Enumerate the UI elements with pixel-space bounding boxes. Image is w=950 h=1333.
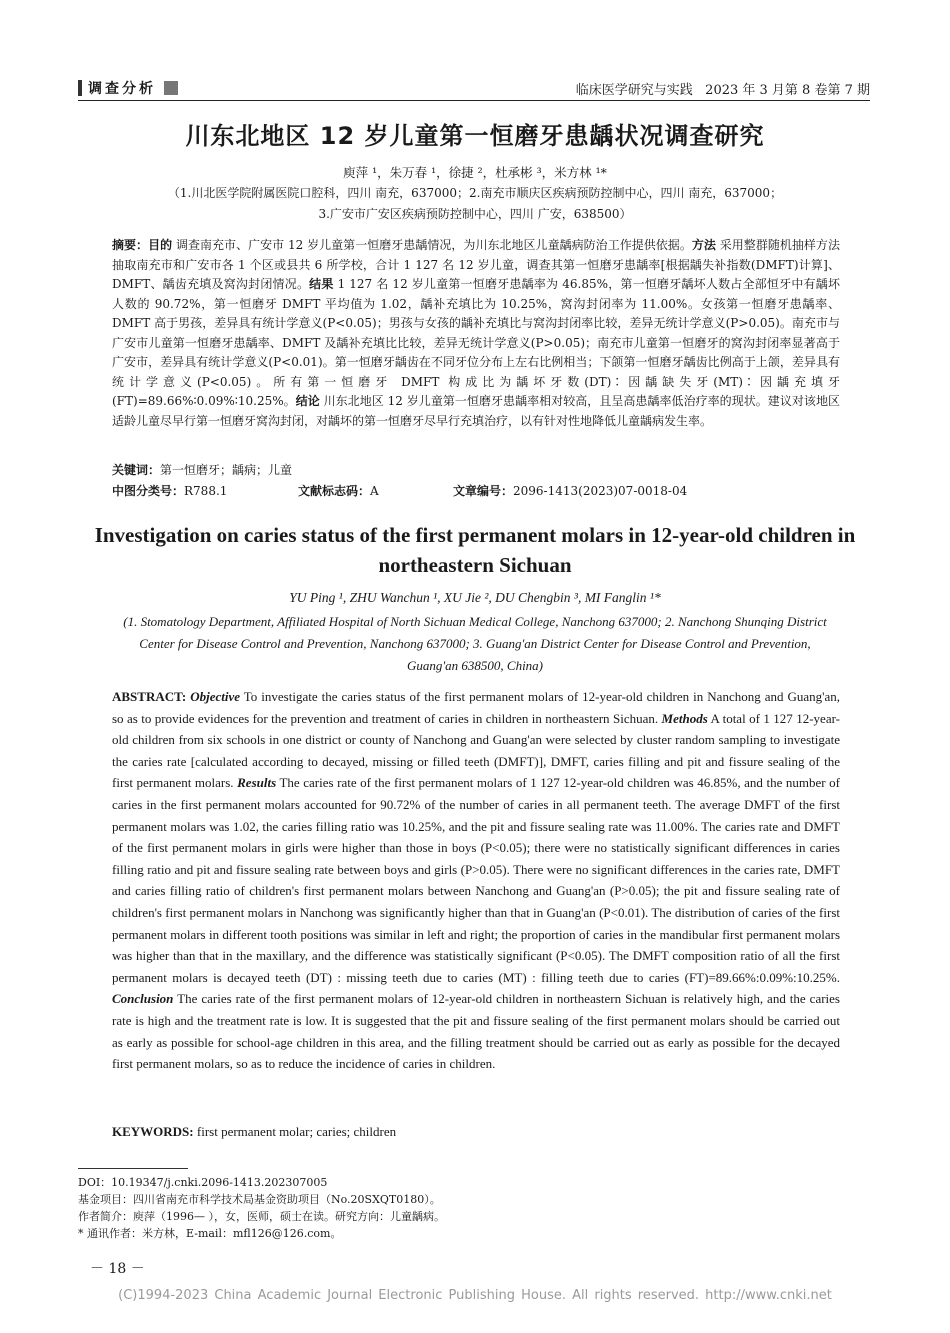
article-number-value: 2096-1413(2023)07-0018-04 xyxy=(513,484,688,498)
methods-text: 采用整群随机抽样方法抽取南充市和广安市各 1 个区或县共 6 所学校，合计 1 127 名 12 岁儿童，调查其第一恒磨牙患龋率[根据龋失补指数(DMFT)计算]、DMFT、龋齿充填及窝沟封闭情况。 xyxy=(112,238,840,291)
conclusion-text: The caries rate of the first permanent molars of 12-year-old children in northeastern Sichuan is relatively high, and the caries rate is high and the treatment rate is low. It is suggested that the pit and fissure sealing of the first permanent molars should be carried out as early as possible for school-age children in this area, and the filling treatment should be carried out as early as possible for the decayed first permanent molars, so as to reduce the incidence of caries in children. xyxy=(112,991,840,1072)
abstract-english xyxy=(112,686,840,1075)
authors-chinese: 庾萍 ¹，朱万春 ¹，徐捷 ²，杜承彬 ³，米方林 ¹* xyxy=(343,165,607,180)
methods-label: Methods xyxy=(661,710,708,726)
keywords-text: first permanent molar; caries; children xyxy=(193,1124,397,1139)
conclusion-label: 结论 xyxy=(295,394,320,408)
journal-issue: 2023 年 3 月第 8 卷第 7 期 xyxy=(705,83,870,98)
doi-footnote: DOI：10.19347/j.cnki.2096-1413.202307005 xyxy=(78,1176,328,1189)
objective-text: To investigate the caries status of the first permanent molars of 12-year-old children in Nanchong and Guang'an, so as to provide evidences for the prevention and treatment of caries in children in northeastern Sichuan. xyxy=(112,689,841,726)
classification-row xyxy=(112,482,840,499)
journal-name: 临床医学研究与实践 xyxy=(575,83,693,98)
results-text: The caries rate of the first permanent molars of 1 127 12-year-old children was 46.85%, and the number of caries in the first permanent molars accounted for 90.72% of the number of caries in all permanent teeth. The average DMFT of the first permanent molars was 1.02, the caries filling ratio was 10.25%, and the pit and fissure sealing rate was 11.00%. The caries rate and DMFT of the first permanent molars in girls were higher than those in boys (P<0.05); there were no statistically significant differences in caries filling ratio and pit and fissure sealing rate between boys and girls (P>0.05). There were no significant differences in the caries rate, DMFT and caries filling ratio of children's first permanent molars between Nanchong and Guang'an (P>0.05); the pit and fissure sealing rate of children's first permanent molars in Nanchong was significantly higher than that in Guang'an (P<0.01). The distribution of caries of the first permanent molars in different tooth positions was similar in left and right; the proportion of caries in the mandibular first permanent molars was higher than that in the maxillary, and the difference was statistically significant (P<0.05). The DMFT composition ratio of all the first permanent molars is decayed teeth (DT) : missing teeth due to caries (MT) : filling teeth due to caries (FT)=89.66%:0.09%:10.25%. xyxy=(112,775,841,985)
objective-label: 目的 xyxy=(148,238,173,252)
funding-footnote: 基金项目：四川省南充市科学技术局基金资助项目（No.20SXQT0180）。 xyxy=(78,1193,441,1206)
methods-text: A total of 1 127 12-year-old children from six schools in one district or county of Nanchong and Guang'an were selected by cluster random sampling to investigate the caries rate [calculated according to decayed, missing or filled teeth (DMFT)], DMFT, caries filling and pit and fissure sealing of the first permanent molars. xyxy=(112,710,840,791)
affiliation-line: （1.川北医学院附属医院口腔科，四川 南充，637000；2.南充市顺庆区疾病预防控制中心，四川 南充，637000； xyxy=(167,186,783,200)
keywords-label: KEYWORDS: xyxy=(112,1124,194,1139)
footnotes xyxy=(78,1174,445,1242)
doc-code-label: 文献标志码： xyxy=(298,484,371,498)
clc-value: R788.1 xyxy=(184,484,228,498)
methods-label: 方法 xyxy=(691,238,716,252)
conclusion-text: 川东北地区 12 岁儿童第一恒磨牙患龋率相对较高，且呈高患龋率低治疗率的现状。建议对该地区适龄儿童尽早行第一恒磨牙窝沟封闭，对龋坏的第一恒磨牙尽早行充填治疗，以有针对性地降低儿童龋病发生率。 xyxy=(112,394,840,428)
keywords-text: 第一恒磨牙；龋病；儿童 xyxy=(160,463,293,477)
header-block-mark xyxy=(164,81,178,95)
page-number: － 18 － xyxy=(90,1261,145,1277)
corresponding-author-footnote: * 通讯作者：米方林，E-mail：mfl126@126.com。 xyxy=(78,1227,342,1240)
objective-text: 调查南充市、广安市 12 岁儿童第一恒磨牙患龋情况，为川东北地区儿童龋病防治工作提供依据。 xyxy=(172,238,692,252)
results-label: 结果 xyxy=(309,277,334,291)
abstract-chinese xyxy=(112,236,840,431)
title-english: Investigation on caries status of the first permanent molars in 12-year-old children in northeastern Sichuan xyxy=(94,523,856,577)
clc-label: 中图分类号： xyxy=(112,484,185,498)
affiliations-chinese xyxy=(100,183,850,225)
keywords-english xyxy=(112,1124,396,1140)
header-bar-mark xyxy=(78,80,82,96)
title-chinese: 川东北地区 12 岁儿童第一恒磨牙患龋状况调查研究 xyxy=(185,122,765,150)
abstract-label: ABSTRACT: xyxy=(112,689,187,704)
author-bio-footnote: 作者简介：庾萍（1996— ），女，医师，硕士在读。研究方向：儿童龋病。 xyxy=(78,1210,445,1223)
results-text: 1 127 名 12 岁儿童第一恒磨牙患龋率为 46.85%，第一恒磨牙龋坏人数占全部恒牙中有龋坏人数的 90.72%，第一恒磨牙 DMFT 平均值为 1.02，龋补充填比为 10.25%，窝沟封闭率为 11.00%。女孩第一恒磨牙患龋率、DMFT 高于男孩，差异具有统计学意义(P<0.05)；男孩与女孩的龋补充填比与窝沟封闭率比较，差异无统计学意义(P>0.05)。南充市与广安市儿童第一恒磨牙患龋率、DMFT 及龋补充填比比较，差异无统计学意义(P>0.05)；南充市儿童第一恒磨牙的窝沟封闭率显著高于广安市，差异具有统计学意义(P<0.01)。第一恒磨牙龋齿在不同牙位分布上左右比例相当；下颌第一恒磨牙龋齿比例高于上颌，差异具有统计学意义(P<0.05)。所有第一恒磨牙 DMFT 构成比为龋坏牙数(DT)∶因龋缺失牙(MT)∶因龋充填牙(FT)=89.66%∶0.09%∶10.25%。 xyxy=(112,277,840,408)
running-header-section xyxy=(78,78,178,98)
footnote-rule xyxy=(78,1168,188,1169)
keywords-label: 关键词： xyxy=(112,463,161,477)
affiliations-english: (1. Stomatology Department, Affiliated Hospital of North Sichuan Medical College, Nanchong 637000; 2. Nanchong Shunqing District Center for Disease Control and Prevention, Nanchong 637000; 3. Guang'an District Center for Disease Control and Prevention, Guang'an 638500, China) xyxy=(123,614,827,673)
objective-label: Objective xyxy=(190,689,240,704)
authors-english: YU Ping ¹, ZHU Wanchun ¹, XU Jie ², DU Chengbin ³, MI Fanglin ¹* xyxy=(289,590,661,605)
doc-code-value: A xyxy=(370,484,379,498)
abstract-label: 摘要： xyxy=(112,238,149,252)
copyright-watermark: (C)1994-2023 China Academic Journal Electronic Publishing House. All rights reserved. http://www.cnki.net xyxy=(118,1288,832,1303)
header-rule xyxy=(78,100,870,101)
section-label: 调查分析 xyxy=(88,81,156,97)
results-label: Results xyxy=(237,775,277,791)
running-header-journal xyxy=(576,79,870,98)
article-number-label: 文章编号： xyxy=(453,484,514,498)
conclusion-label: Conclusion xyxy=(112,991,174,1007)
affiliation-line: 3.广安市广安区疾病预防控制中心，四川 广安，638500） xyxy=(318,207,632,221)
keywords-chinese xyxy=(112,461,292,478)
